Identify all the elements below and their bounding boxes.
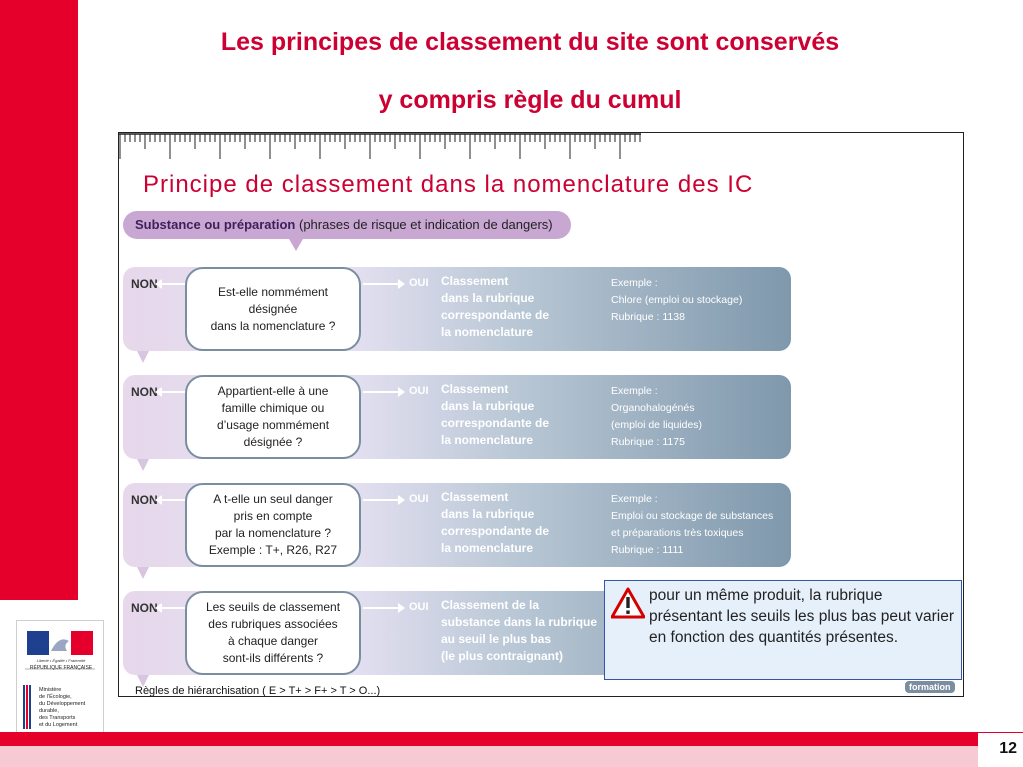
question-box: [185, 375, 361, 459]
arrow-right-icon: [363, 283, 399, 285]
oui-label: OUI: [409, 385, 429, 397]
decision-row-2: [123, 375, 791, 459]
non-label: NON: [131, 385, 158, 399]
page-number: 12: [999, 740, 1017, 757]
oui-label: OUI: [409, 493, 429, 505]
classement-text: Classement dans la rubrique correspondante de la nomenclature: [441, 274, 550, 339]
question-box: [185, 267, 361, 351]
classement-text: Classement de la substance dans la rubrique au seuil le plus bas (le plus contraignant): [441, 598, 598, 663]
non-label: NON: [131, 601, 158, 615]
ministry-logo: [16, 620, 104, 742]
non-label: NON: [131, 277, 158, 291]
arrow-left-icon: [161, 283, 187, 285]
non-label: NON: [131, 493, 158, 507]
question-box: [185, 483, 361, 567]
arrow-left-icon: [161, 607, 187, 609]
row-tail: [137, 567, 149, 579]
question-text: A t-elle un seul danger pris en compte par la nomenclature ? Exemple : T+, R26, R27: [208, 492, 338, 557]
question-text: Les seuils de classement des rubriques associées à chaque danger sont-ils différents ?: [205, 600, 341, 665]
bottom-red-band: [0, 732, 1023, 746]
exemple-text: Exemple : Chlore (emploi ou stockage) Rubrique : 1138: [611, 277, 743, 323]
ruler-graphic: [119, 133, 641, 161]
formation-logo: formation: [905, 681, 955, 693]
question-box: [185, 591, 361, 675]
row-tail: [137, 351, 149, 363]
exemple-text: Exemple : Organohalogénés (emploi de liquides) Rubrique : 1175: [611, 385, 703, 448]
motto: Liberté • Égalité • Fraternité: [36, 658, 86, 663]
slide-title-line1: Les principes de classement du site sont conservés: [220, 28, 840, 56]
exemple-text: Exemple : Emploi ou stockage de substances et préparations très toxiques Rubrique : 1111: [611, 493, 774, 556]
regles-hierarchisation: Règles de hiérarchisation ( E > T+ > F+ > T > O...): [135, 685, 381, 697]
substance-rest-label: (phrases de risque et indication de dangers): [295, 217, 553, 232]
classement-text: Classement dans la rubrique correspondante de la nomenclature: [441, 490, 550, 555]
question-text: Appartient-elle à une famille chimique ou d’usage nommément désignée ?: [216, 384, 330, 449]
warning-icon: [611, 587, 645, 619]
bottom-pink-band: [0, 746, 1023, 767]
oui-label: OUI: [409, 601, 429, 613]
note-text: pour un même produit, la rubrique présentant les seuils les plus bas peut varier en fonction des quantités présentes.: [649, 587, 954, 646]
arrow-left-icon: [161, 499, 187, 501]
oui-label: OUI: [409, 277, 429, 289]
substance-bold-label: Substance ou préparation: [135, 217, 296, 232]
slide-title-line2: y compris règle du cumul: [378, 86, 682, 114]
ministere-label: Ministère de l’Écologie, du Développement durable, des Transports et du Logement: [39, 687, 86, 728]
row-tail: [137, 459, 149, 471]
question-text: Est-elle nommément désignée dans la nomenclature ?: [210, 284, 336, 333]
classement-text: Classement dans la rubrique correspondante de la nomenclature: [441, 382, 550, 447]
arrow-right-icon: [363, 607, 399, 609]
arrow-right-icon: [363, 391, 399, 393]
substance-pill: [123, 211, 571, 239]
warning-note: [604, 580, 962, 680]
diagram-heading: Principe de classement dans la nomenclature des IC: [143, 171, 754, 198]
decision-row-1: [123, 267, 791, 351]
republique-label: RÉPUBLIQUE FRANÇAISE: [29, 665, 93, 671]
decision-row-3: [123, 483, 791, 567]
substance-pointer: [289, 239, 303, 251]
arrow-left-icon: [161, 391, 187, 393]
arrow-right-icon: [363, 499, 399, 501]
